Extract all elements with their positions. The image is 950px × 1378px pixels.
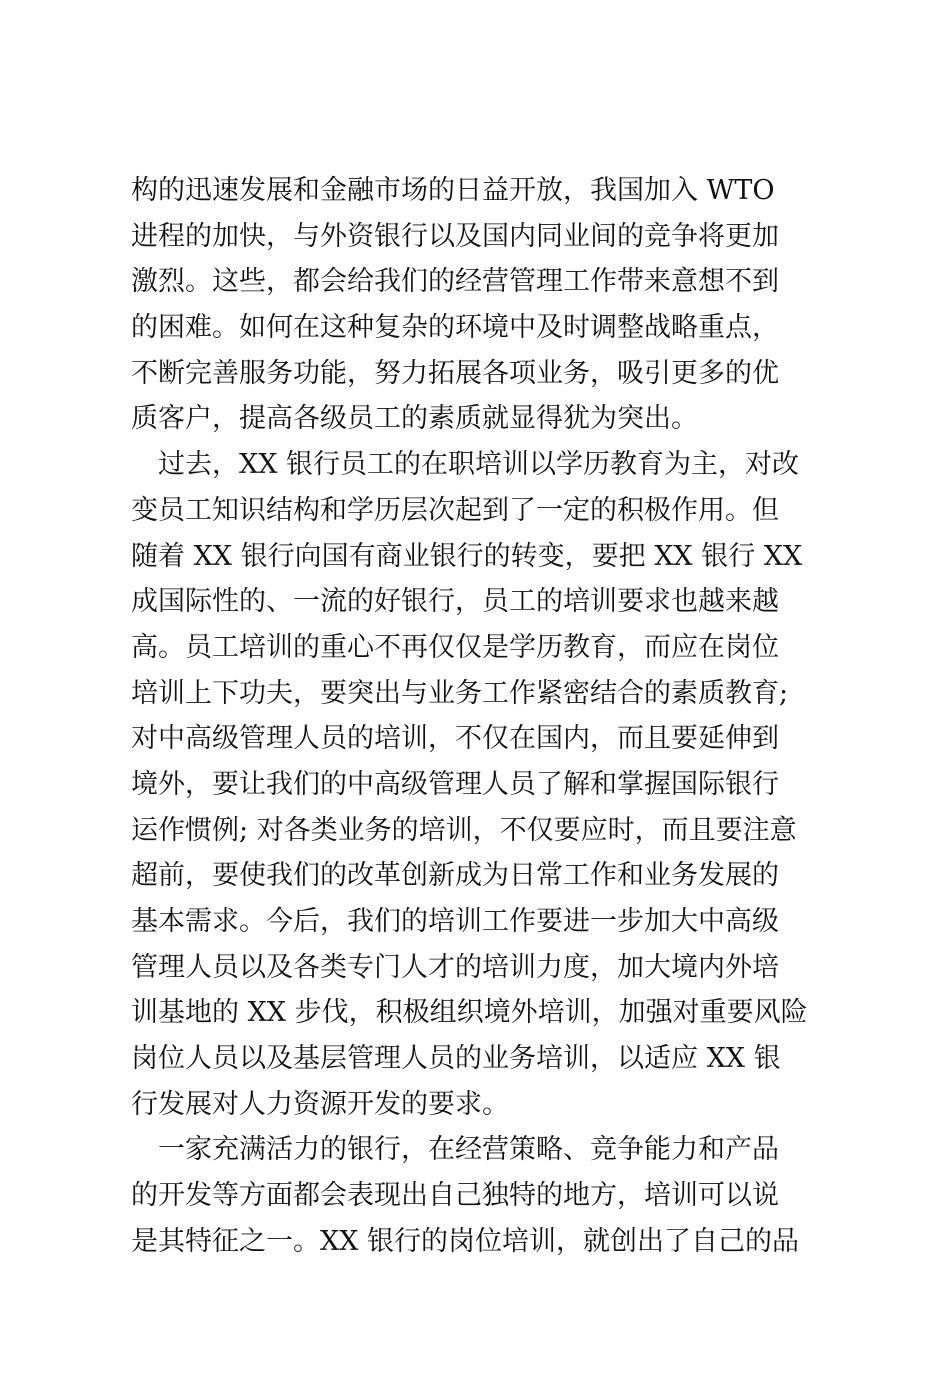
text-line: 运作惯例; 对各类业务的培训，不仅要应时，而且要注意 — [131, 814, 797, 846]
text-line: 是其特征之一。XX 银行的岗位培训，就创出了自己的品 — [131, 1225, 800, 1257]
text-line: 过去，XX 银行员工的在职培训以学历教育为主，对改 — [158, 449, 800, 481]
body-text — [131, 168, 831, 1265]
text-line: 一家充满活力的银行，在经营策略、竞争能力和产品 — [158, 1134, 779, 1166]
text-line: 岗位人员以及基层管理人员的业务培训，以适应 XX 银 — [131, 1043, 781, 1075]
text-line: 构的迅速发展和金融市场的日益开放，我国加入 WTO — [131, 175, 775, 206]
text-line: 进程的加快，与外资银行以及国内同业间的竞争将更加 — [131, 220, 779, 252]
text-line: 对中高级管理人员的培训，不仅在国内，而且要延伸到 — [131, 723, 779, 755]
text-line: 的困难。如何在这种复杂的环境中及时调整战略重点， — [131, 312, 779, 344]
text-line: 基本需求。今后，我们的培训工作要进一步加大中高级 — [131, 906, 779, 937]
text-line: 培训上下功夫，要突出与业务工作紧密结合的素质教育; — [131, 677, 789, 709]
text-line: 变员工知识结构和学历层次起到了一定的积极作用。但 — [131, 494, 779, 526]
text-line: 管理人员以及各类专门人才的培训力度，加大境内外培 — [131, 951, 779, 983]
text-line: 质客户，提高各级员工的素质就显得犹为突出。 — [131, 403, 698, 435]
text-line: 的开发等方面都会表现出自己独特的地方，培训可以说 — [131, 1180, 779, 1212]
text-line: 行发展对人力资源开发的要求。 — [131, 1088, 509, 1120]
text-line: 随着 XX 银行向国有商业银行的转变，要把 XX 银行 XX — [131, 540, 803, 572]
text-line: 成国际性的、一流的好银行，员工的培训要求也越来越 — [131, 586, 779, 618]
text-line: 境外，要让我们的中高级管理人员了解和掌握国际银行 — [131, 768, 779, 800]
text-line: 训基地的 XX 步伐，积极组织境外培训，加强对重要风险 — [131, 997, 808, 1029]
text-line: 超前，要使我们的改革创新成为日常工作和业务发展的 — [131, 860, 779, 892]
text-line: 激烈。这些，都会给我们的经营管理工作带来意想不到 — [131, 266, 779, 298]
text-line: 高。员工培训的重心不再仅仅是学历教育，而应在岗位 — [131, 631, 779, 663]
text-line: 不断完善服务功能，努力拓展各项业务，吸引更多的优 — [131, 357, 779, 389]
